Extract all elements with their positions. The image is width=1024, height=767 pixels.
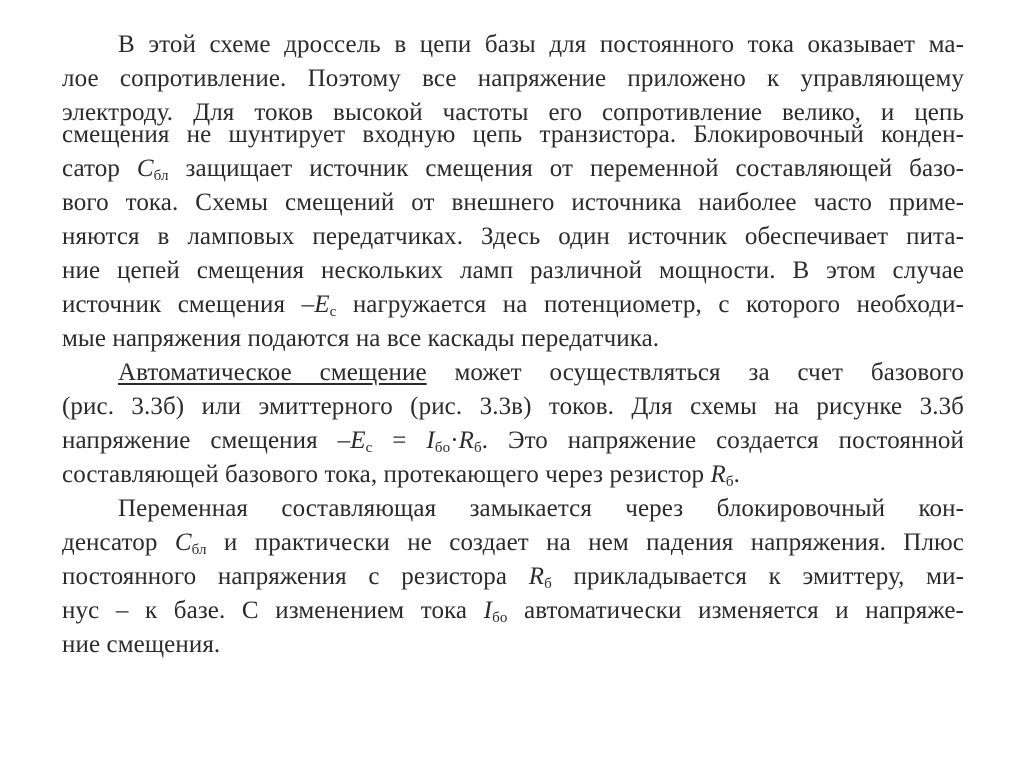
text-line: напряжение смещения $-E_с = I_{бо}\cdot R_б$. Это напряжение создается постоянной	[62, 427, 965, 456]
text-line: составляющей базового тока, протекающего через резистор $R_б$.	[62, 461, 740, 490]
underlined-term: Автоматическое смещение	[118, 359, 427, 386]
text-line: Переменная составляющая замыкается через блокировочный кон-	[118, 495, 964, 522]
text-line: источник смещения $-E_с$ нагружается на потенциометр, с которого необходи-	[62, 291, 965, 320]
text-line: В этой схеме дроссель в цепи базы для постоянного тока оказывает ма-	[118, 31, 964, 58]
text-line: няются в ламповых передатчиках. Здесь один источник обеспечивает пита-	[62, 223, 964, 250]
text-line: электроду. Для токов высокой частоты его сопротивление велико, и цепь	[62, 99, 964, 126]
text-line: лое сопротивление. Поэтому все напряжение приложено к управляющему	[62, 65, 964, 92]
text-line: ние цепей смещения нескольких ламп различной мощности. В этом случае	[62, 257, 964, 284]
text-line: сатор $C_{бл}$ защищает источник смещения от переменной составляющей базо-	[62, 155, 965, 184]
text-line: (рис. 3.3б) или эмиттерного (рис. 3.3в) токов. Для схемы на рисунке 3.3б	[62, 393, 964, 420]
text-line: денсатор $C_{бл}$ и практически не создает на нем падения напряжения. Плюс	[62, 529, 964, 558]
text-line: нус – к базе. С изменением тока $I_{бо}$ автоматически изменяется и напряже-	[62, 597, 964, 626]
text-line: мые напряжения подаются на все каскады передатчика.	[62, 325, 660, 352]
text-line: смещения не шунтирует входную цепь транзистора. Блокировочный конден-	[62, 121, 964, 148]
text-line: ние смещения.	[62, 631, 221, 658]
text-line: вого тока. Схемы смещений от внешнего источника наиболее часто приме-	[62, 189, 964, 216]
text-line: Автоматическое смещение может осуществляться за счет базового	[118, 359, 965, 386]
text-line: постоянного напряжения с резистора $R_б$ прикладывается к эмиттеру, ми-	[62, 563, 964, 592]
